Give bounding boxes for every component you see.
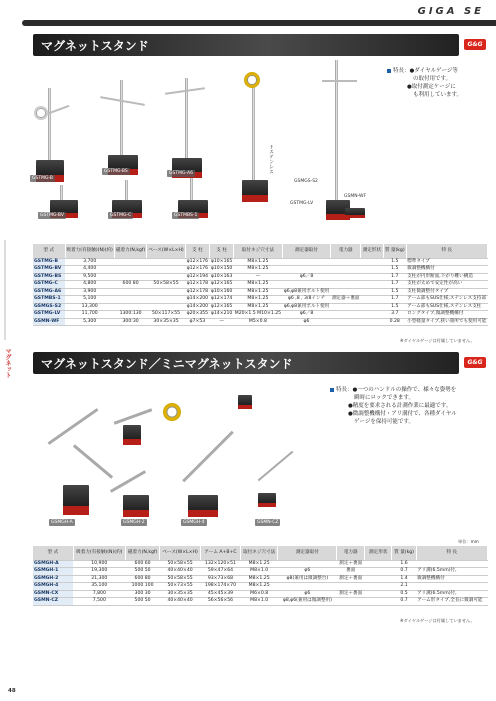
table-cell xyxy=(416,583,487,591)
model-cell: GSTMG-A6 xyxy=(33,288,65,296)
table-cell xyxy=(361,296,384,304)
table-cell: 0.5 xyxy=(392,590,416,598)
table-row xyxy=(33,575,488,583)
table-cell: 40×40×40 xyxy=(160,568,201,576)
unit-note: 単位：mm xyxy=(458,539,479,544)
model-cell: GSMGH-1 xyxy=(33,568,73,576)
table-cell: φ10×150 xyxy=(210,266,233,272)
table-cell: M5×0.8 xyxy=(234,318,282,326)
table-cell xyxy=(331,311,361,319)
table-cell: アーム部もSUS仕様,ステンレス支柱 xyxy=(406,303,487,311)
table-cell: M20×1.5 M10×1.25 xyxy=(234,311,282,317)
table-cell: 1.7 xyxy=(383,296,406,304)
table-cell xyxy=(337,583,365,591)
table-cell: 測定＋裏面 xyxy=(337,560,365,568)
table-cell: 500 50 xyxy=(125,568,159,576)
table-cell: 1.6 xyxy=(392,560,416,568)
spec-table-2 xyxy=(33,546,488,606)
table-cell: — xyxy=(234,273,282,281)
page-number: 48 xyxy=(8,688,16,694)
spec-table-1 xyxy=(33,244,488,326)
table-cell xyxy=(331,303,361,311)
table-cell xyxy=(147,288,185,296)
product-label: GSTMG-A6 xyxy=(169,171,193,176)
table-row xyxy=(33,583,488,591)
table-cell: 50×58×55 xyxy=(160,560,201,568)
table-cell: M8×1.25 xyxy=(234,303,282,311)
table-row xyxy=(33,273,488,281)
brand-divider xyxy=(22,20,496,26)
product-label: GSMGH-4 xyxy=(183,520,205,525)
table-cell: 50×58×55 xyxy=(147,281,185,289)
table-cell: φ6,φ8兼用ボルト使用 xyxy=(283,303,330,309)
table-cell xyxy=(331,281,361,289)
table-cell: φ12×174 xyxy=(210,296,233,302)
table-cell: 1.5 xyxy=(383,288,406,296)
table-cell xyxy=(282,281,331,289)
table-cell: 5,100 xyxy=(65,296,114,304)
table-cell: 7,800 xyxy=(73,590,125,598)
table-cell: φ6 xyxy=(278,568,337,576)
table-cell xyxy=(147,296,185,304)
table-cell: φ7×53 xyxy=(185,318,209,326)
table-cell: 1.5 xyxy=(383,258,406,266)
table-cell: 小型軽量タイプ,狭い箇所でも使用可能 xyxy=(407,318,487,324)
product-label: GSMGH-A xyxy=(51,520,73,525)
model-cell: GSTMBS-1 xyxy=(33,296,65,304)
dial-gauge-icon xyxy=(163,403,181,421)
table-cell: 支柱が太めで安定性が高い xyxy=(406,281,487,289)
table-cell: 3.7 xyxy=(383,311,406,319)
table-cell xyxy=(361,318,384,326)
model-cell: GSMN-CZ xyxy=(33,598,73,606)
table-cell: 0.7 xyxy=(392,568,416,576)
table-row xyxy=(33,281,488,289)
table-cell: M8×1.25 xyxy=(241,575,278,583)
table-cell xyxy=(364,583,392,591)
table-cell: φ8(兼用は微調整台) xyxy=(278,575,337,583)
table-cell: 7,500 xyxy=(73,598,125,606)
table-cell: 600 60 xyxy=(125,560,159,568)
table-body xyxy=(33,560,488,605)
table-row xyxy=(33,311,488,319)
table-cell xyxy=(147,273,185,281)
table-cell: 19,300 xyxy=(73,568,125,576)
table-cell xyxy=(147,258,185,266)
model-cell: GSTMG-C xyxy=(33,281,65,289)
table-cell: M6×0.8 xyxy=(241,590,278,598)
table-cell: 300 30 xyxy=(125,590,159,598)
side-tab: マグネット xyxy=(4,348,11,378)
table-cell xyxy=(147,303,185,311)
table-cell: 30×35×35 xyxy=(147,318,185,326)
table-row xyxy=(33,598,488,606)
table-cell: M8×1.25 xyxy=(234,296,282,304)
brand-logo: G&G xyxy=(464,39,486,50)
table-row xyxy=(33,590,488,598)
table2-note: ※ダイヤルゲージは付属していません。 xyxy=(400,618,475,623)
bullet-icon xyxy=(387,69,391,73)
table-cell: 微調整機構付 xyxy=(416,575,487,583)
table-cell: M8×1.0 xyxy=(241,568,278,576)
table-cell: 支柱が円形断面,下がり難い構造 xyxy=(406,273,487,281)
table-cell xyxy=(364,575,392,583)
table-cell xyxy=(114,296,146,304)
table-cell: 198×174×70 xyxy=(200,583,240,591)
model-cell: GSMGS-S2 xyxy=(33,303,65,311)
section1-product-photos xyxy=(30,60,370,240)
table-cell xyxy=(416,560,487,568)
table-cell xyxy=(331,318,361,326)
table-cell: 40×40×40 xyxy=(160,598,201,606)
table-row xyxy=(33,258,488,266)
table-cell: 0.7 xyxy=(392,598,416,606)
product-label: GSTMG-LV xyxy=(290,201,314,206)
table-cell: M8×1.25 xyxy=(241,560,278,568)
table-cell: φ12×194 xyxy=(186,273,209,279)
table-cell: 50×73×55 xyxy=(160,583,201,591)
table-cell xyxy=(114,266,146,274)
table-cell: 3,900 xyxy=(65,288,114,296)
table-row xyxy=(33,560,488,568)
product-label: GSTMG-C xyxy=(110,213,132,218)
table-cell xyxy=(331,266,361,274)
table-header-row: 型 式 吸着力(有接触)(N)(約) 磁着力(N,kgf) ベース(W×L×H) アーム A+B+C 取付ネジ穴寸法 測定器取付 電力器 測定形状 質 量(kg) 特 長 xyxy=(33,546,488,560)
table-row xyxy=(33,303,488,311)
table-cell xyxy=(361,311,384,319)
table-cell: 1000 100 xyxy=(125,583,159,591)
section1-title: マグネットスタンド xyxy=(41,39,149,53)
table-cell xyxy=(147,266,185,274)
table-cell: φ10×160 xyxy=(210,288,233,294)
table-cell: 600 80 xyxy=(114,281,146,289)
product-label: GSMGH-2 xyxy=(123,520,145,525)
table-cell: φ12×165 xyxy=(210,303,233,309)
table-cell: 35,100 xyxy=(73,583,125,591)
product-label: GSMGH-1 xyxy=(113,463,135,468)
model-cell: GSMGH-4 xyxy=(33,583,73,591)
table-cell xyxy=(278,583,337,591)
table-cell xyxy=(337,598,365,606)
table-cell: 500 50 xyxy=(125,598,159,606)
table-cell: 30×35×35 xyxy=(160,590,201,598)
table-cell xyxy=(361,281,384,289)
table-cell: 0.28 xyxy=(383,318,406,326)
table-cell: φ6 xyxy=(282,318,331,326)
model-cell: GSTMG-BV xyxy=(33,266,65,274)
stainless-label: ←ステンレス xyxy=(268,145,274,175)
table-cell: φ6,φ8兼用ボルト使用 xyxy=(283,288,330,294)
table-cell xyxy=(114,258,146,266)
table-cell: φ14×200 xyxy=(186,296,209,302)
table-cell xyxy=(331,258,361,266)
table1-note: ※ダイヤルゲージは付属していません。 xyxy=(400,338,475,343)
table-cell: M8×1.25 xyxy=(241,583,278,591)
table-cell: 1.5 xyxy=(383,303,406,311)
section1-title-bar xyxy=(33,34,459,56)
table-row xyxy=(33,296,488,304)
table-header-row: 型 式 吸着力(有接触)(N)(約) 磁着力(N,kgf) ベース(W×L×H) 支 柱 支 柱 取付ネジ穴寸法 測定器取付 電力器 測定形状 質 量(kg) 特 長 xyxy=(33,244,488,258)
table-cell: 50×58×55 xyxy=(160,575,201,583)
table-cell xyxy=(331,273,361,281)
table-cell: 10,900 xyxy=(73,560,125,568)
table-cell: 50×117×55 xyxy=(147,311,185,319)
table-cell: 56×56×56 xyxy=(200,598,240,606)
table-cell: 13,300 xyxy=(65,303,114,311)
table-cell: M8×1.25 xyxy=(234,281,282,289)
table-cell: φ6／8 xyxy=(282,273,331,281)
section2-product-photos xyxy=(33,385,333,535)
table-cell: 測定＋裏面 xyxy=(337,590,365,598)
table-cell: φ10×165 xyxy=(210,258,233,264)
table-cell xyxy=(331,288,361,296)
table-cell: 微調整機構付 xyxy=(406,266,487,274)
table-cell: ロングタイプ,微調整機構付 xyxy=(406,311,487,319)
side-marker xyxy=(4,240,6,340)
table-row xyxy=(33,318,488,326)
table-cell: 1.4 xyxy=(392,575,416,583)
table-cell: M8×1.25 xyxy=(234,288,282,296)
table-cell xyxy=(364,568,392,576)
table-cell: M8×1.25 xyxy=(234,258,282,266)
table-cell: 3,700 xyxy=(65,258,114,266)
table-cell: 支柱微調整付タイプ xyxy=(406,288,487,296)
table-cell xyxy=(114,288,146,296)
table-cell: 21,300 xyxy=(73,575,125,583)
table-cell xyxy=(364,590,392,598)
table-cell: 測定＋裏面 xyxy=(337,575,365,583)
table-row xyxy=(33,568,488,576)
table-cell: アーム形タイプ,全長に微調可能 xyxy=(416,598,487,606)
table-cell: 300:30 xyxy=(114,318,146,326)
table-cell xyxy=(282,266,331,274)
section1-features: 特長：●ダイヤルゲージ等 の取付用です。 ●取付測定ケージに も利用しています。 xyxy=(387,67,487,99)
table-cell: アリ溝(6.5mm)付, xyxy=(416,590,487,598)
product-label: GSMN-CX xyxy=(235,418,257,423)
table-cell: φ8,φ6(兼用は微調整用) xyxy=(278,598,337,606)
product-label: GSMGS-S2 xyxy=(294,179,318,184)
section2-title: マグネットスタンド／ミニマグネットスタンド xyxy=(41,357,293,371)
table-cell xyxy=(114,303,146,311)
product-label: GSMN-WF xyxy=(344,194,367,199)
table-cell: M8×1.0 xyxy=(241,598,278,606)
table-cell: 5,300 xyxy=(65,318,114,326)
table-cell: — xyxy=(209,318,233,326)
product-label: GSTMBS-1 xyxy=(174,213,198,218)
brand-name: GIGA SE xyxy=(417,6,484,17)
table-cell: 1.5 xyxy=(383,266,406,274)
table-cell: アリ溝(6.5mm)付, xyxy=(416,568,487,576)
table-cell: 標準タイプ xyxy=(406,258,487,266)
table-cell: 4,400 xyxy=(65,266,114,274)
table-cell: φ12×165 xyxy=(210,281,233,287)
model-cell: GSTMG-B xyxy=(33,258,65,266)
table-body xyxy=(33,258,488,326)
table-cell: 9,500 xyxy=(65,273,114,281)
table-cell xyxy=(361,258,384,266)
table-cell: φ12×176 xyxy=(186,258,209,264)
product-label: GSTMG-B xyxy=(32,176,54,181)
section2-title-bar xyxy=(33,352,459,374)
product-label: GSTMG-BV xyxy=(40,213,64,218)
table-cell: φ6／8 xyxy=(282,311,331,319)
product-label: GSTMG-BS xyxy=(104,169,128,174)
table-cell xyxy=(361,273,384,281)
dial-gauge-icon xyxy=(244,72,260,88)
table-cell: 裏面 xyxy=(337,568,365,576)
table-cell: φ12×176 xyxy=(186,266,209,272)
table-cell xyxy=(361,266,384,274)
model-cell: GSMGH-A xyxy=(33,560,73,568)
table-cell: 11,700 xyxy=(65,311,114,319)
table-cell: 59×47×64 xyxy=(200,568,240,576)
table-cell xyxy=(361,288,384,296)
table-cell: 測定器＋裏面 xyxy=(331,296,360,302)
table-cell: 45×45×39 xyxy=(200,590,240,598)
table-cell: φ14×200 xyxy=(186,303,209,309)
table-cell: φ10×163 xyxy=(210,273,233,279)
model-cell: GSMGH-2 xyxy=(33,575,73,583)
table-cell: 4,800 xyxy=(65,281,114,289)
product-label: GSMN-CZ xyxy=(257,520,279,525)
table-cell xyxy=(114,273,146,281)
table-cell xyxy=(364,598,392,606)
table-cell xyxy=(282,258,331,266)
table-cell: 600 80 xyxy=(125,575,159,583)
table-cell xyxy=(361,303,384,311)
table-cell: 132×120×51 xyxy=(200,560,240,568)
table-cell: 2.1 xyxy=(392,583,416,591)
table-cell: φ12×178 xyxy=(186,288,209,294)
table-cell: 1300:130 xyxy=(114,311,146,319)
dial-gauge-icon xyxy=(34,106,48,120)
model-cell: GSTMG-LV xyxy=(33,311,65,319)
table-cell: 93×73×68 xyxy=(200,575,240,583)
table-cell: φ20×355 xyxy=(186,311,209,317)
table-cell: M8×1.25 xyxy=(234,266,282,274)
table-cell: アーム部もSUS仕様,ステンレス支持部 xyxy=(407,296,486,302)
table-row xyxy=(33,288,488,296)
table-cell: 1.7 xyxy=(383,273,406,281)
table-cell xyxy=(278,560,337,568)
model-cell: GSMN-CX xyxy=(33,590,73,598)
table-cell: φ12×178 xyxy=(186,281,209,287)
table-cell: φ6 xyxy=(278,590,337,598)
section2-features: 特長：●一つのハンドルの操作で、様々な姿勢を 瞬時にロックできます。 ●精度を要求される計測作業に最適です。 ●微調整機構付・アリ溝付で、各種ダイヤル ゲージを保持可能です。 xyxy=(330,386,490,426)
table-cell xyxy=(364,560,392,568)
brand-header xyxy=(0,0,496,30)
table-cell: φ6 ,8 , 3/8インチ xyxy=(282,296,331,304)
table-row xyxy=(33,266,488,274)
model-cell: GSTMG-BS xyxy=(33,273,65,281)
table-cell: φ14×210 xyxy=(210,311,233,317)
table-cell: 1.7 xyxy=(383,281,406,289)
model-cell: GSMN-WF xyxy=(33,318,65,326)
brand-logo: G&G xyxy=(464,357,486,368)
